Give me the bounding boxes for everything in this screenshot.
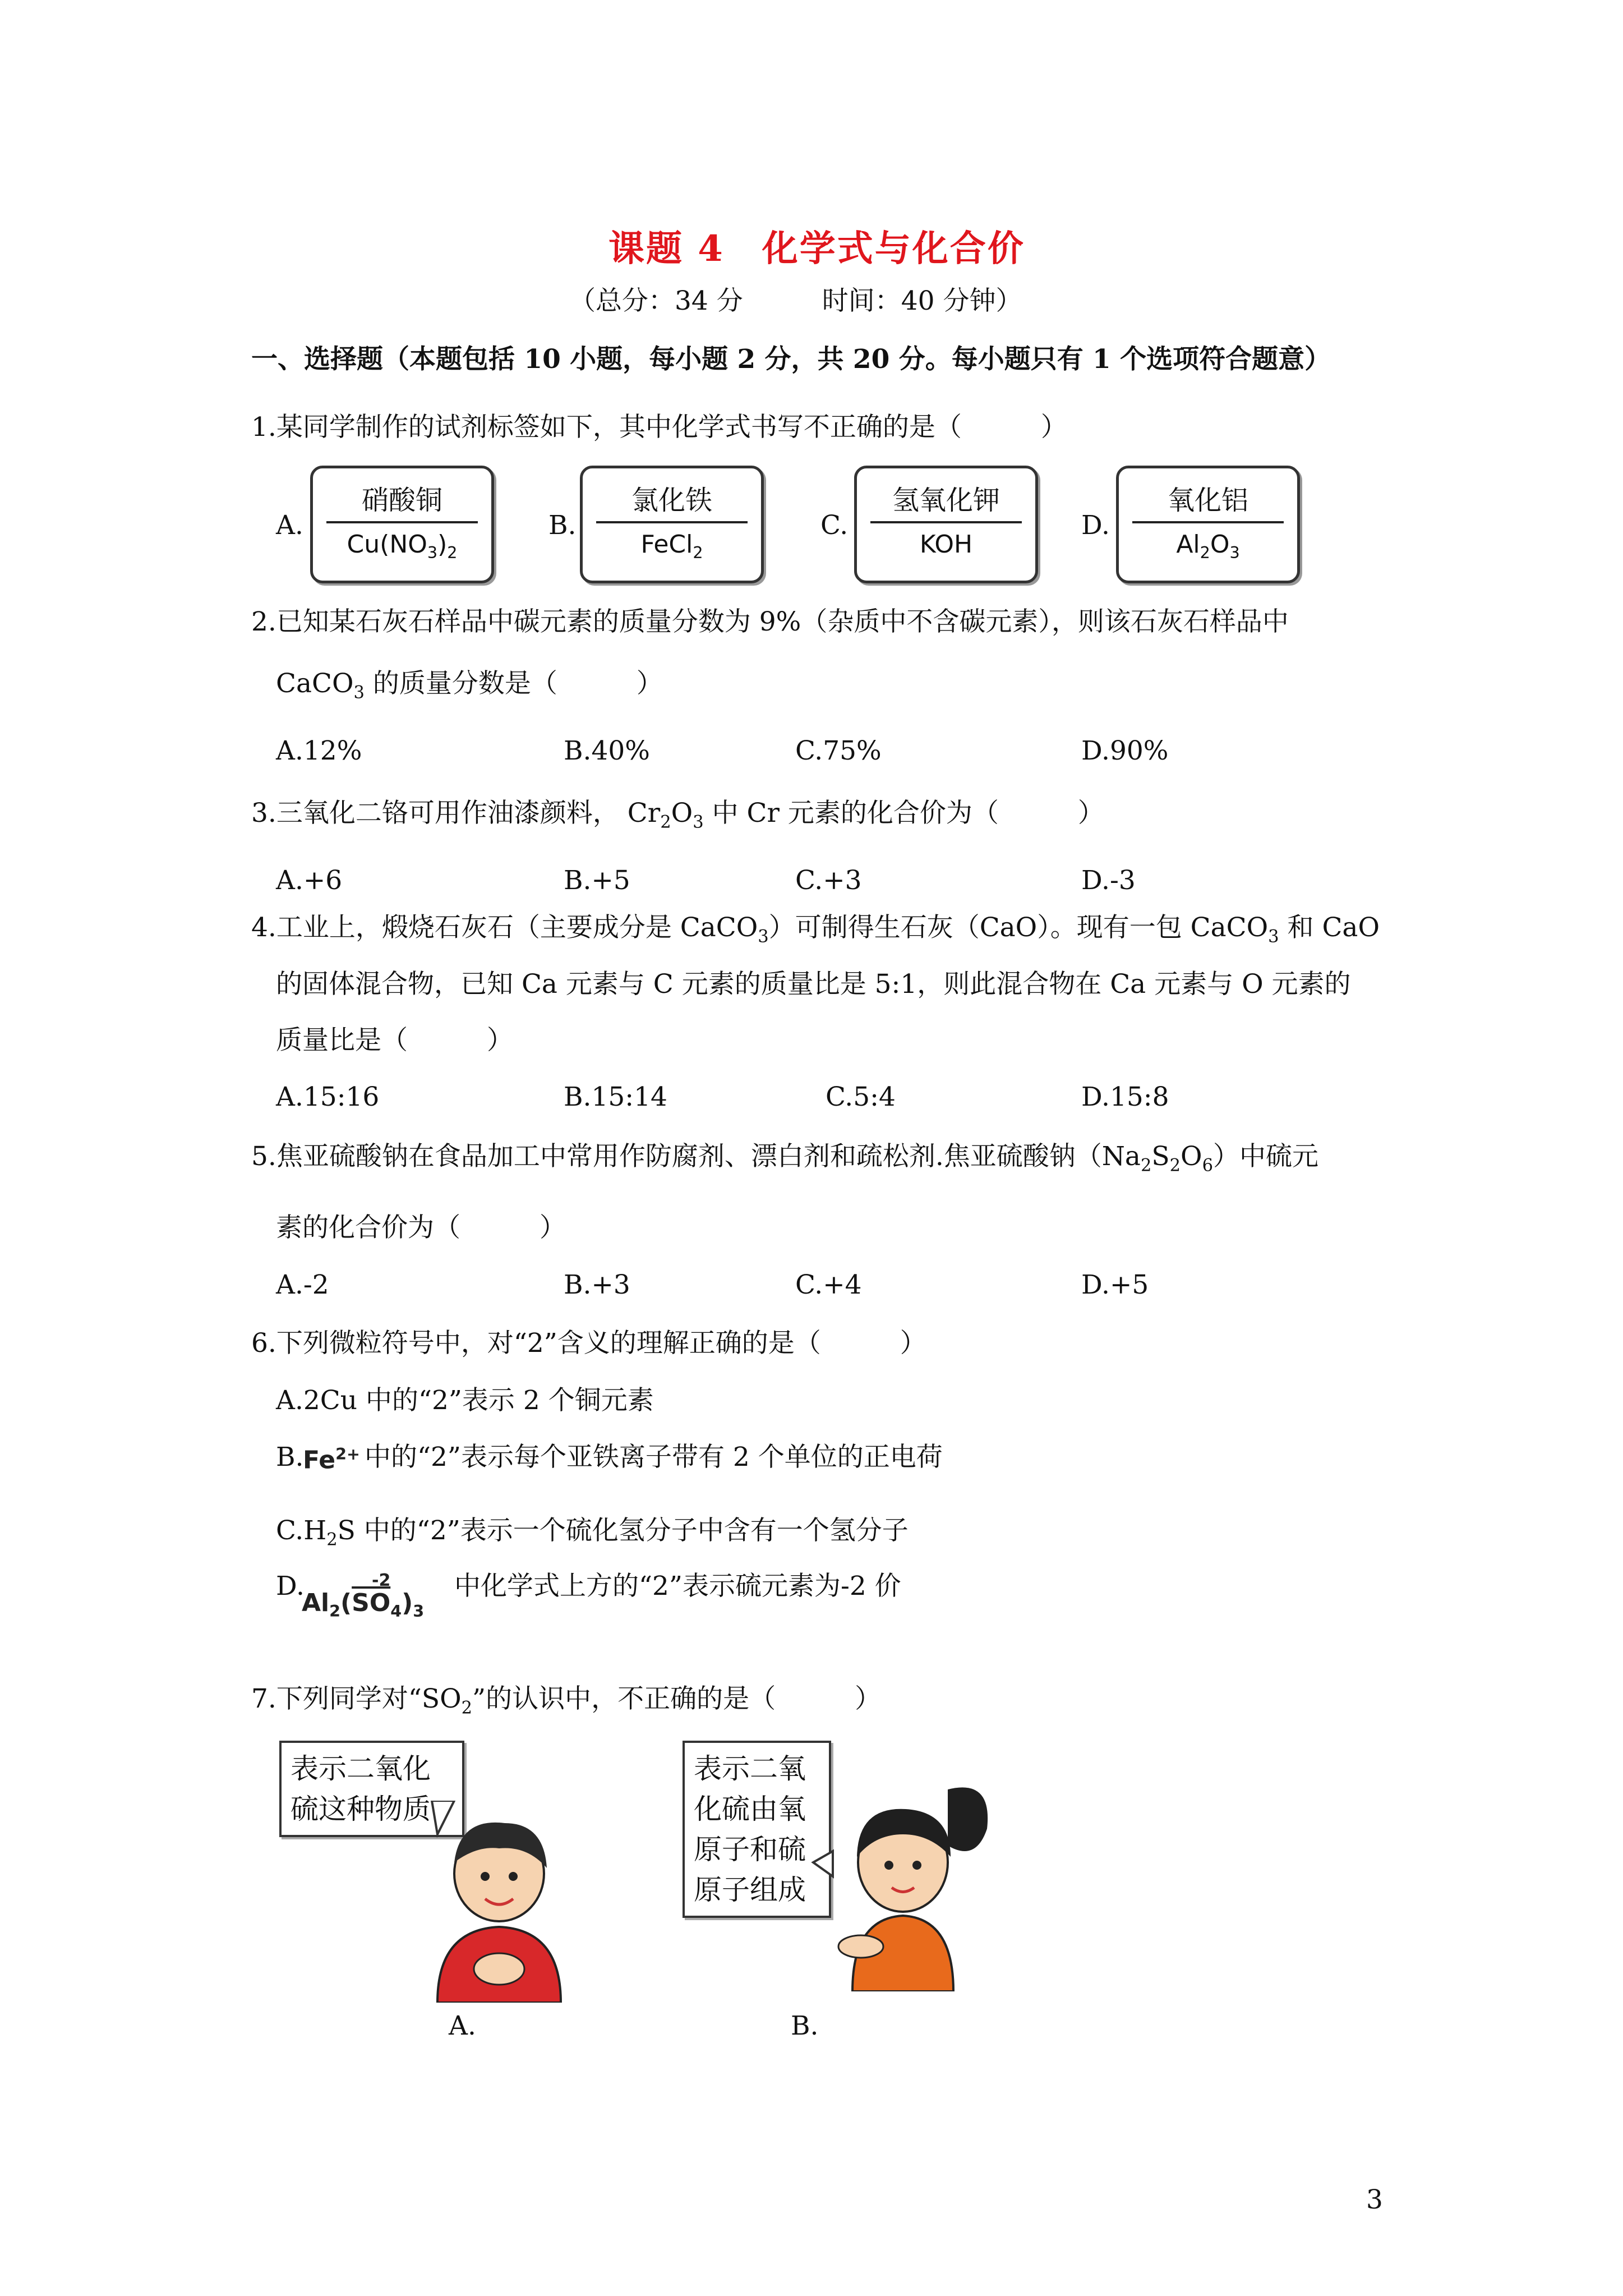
question-1-stem: 1.某同学制作的试剂标签如下，其中化学式书写不正确的是（ ） — [251, 412, 1067, 443]
speech-bubble-a: 表示二氧化硫这种物质 — [279, 1741, 464, 1837]
q2-option-d: D.90% — [1081, 735, 1169, 766]
speech-bubble-b: 表示二氧化硫由氧原子和硫原子组成 — [683, 1741, 831, 1918]
q2-option-a: A.12% — [276, 735, 362, 766]
q4-option-c: C.5:4 — [826, 1082, 896, 1112]
reagent-formula-b: FeCl$_2$ — [640, 530, 703, 562]
reagent-label-c — [854, 466, 1038, 583]
reagent-name-b: 氯化铁 — [631, 485, 712, 516]
boy-cartoon — [415, 1801, 583, 2003]
reagent-formula-c: KOH — [919, 530, 973, 559]
reagent-name-c: 氢氧化钾 — [892, 485, 1000, 516]
q6-option-c: $C.H_2S$ 中的“2”表示一个硫化氢分子中含有一个氢分子 — [276, 1515, 909, 1550]
q6-option-d-text: 中化学式上方的“2”表示硫元素为-2 价 — [454, 1571, 901, 1602]
q3-option-b: B.+5 — [564, 865, 630, 896]
q4-option-b: B.15:14 — [564, 1082, 667, 1112]
reagent-label-b — [580, 466, 764, 583]
question-7-stem: 7.下列同学对“$SO_2$”的认识中，不正确的是（ ） — [251, 1683, 882, 1718]
question-5-line-2: 素的化合价为（ ） — [276, 1212, 566, 1243]
q6-option-d-letter: D. — [276, 1571, 305, 1602]
q6-option-a: A.2Cu 中的“2”表示 2 个铜元素 — [276, 1385, 654, 1416]
q5-option-d: D.+5 — [1081, 1269, 1149, 1300]
q6-option-b-text: 中的“2”表示每个亚铁离子带有 2 个单位的正电荷 — [365, 1442, 943, 1473]
question-2-line-1: 2.已知某石灰石样品中碳元素的质量分数为 9%（杂质中不含碳元素），则该石灰石样品中 — [251, 606, 1289, 637]
q1-option-a-letter: A. — [276, 510, 303, 541]
page-title: 课题 4 化学式与化合价 — [608, 228, 1025, 270]
q4-option-d: D.15:8 — [1081, 1082, 1169, 1112]
q3-option-d: D.-3 — [1081, 865, 1136, 896]
q7-caption-a: A. — [449, 2010, 476, 2041]
exam-meta: （总分：34 分 时间：40 分钟） — [569, 286, 1022, 316]
reagent-formula-a: $Cu(NO_3)_2$ — [347, 530, 458, 562]
page-number: 3 — [1366, 2184, 1383, 2215]
q7-caption-b: B. — [791, 2010, 819, 2041]
q5-option-c: C.+4 — [795, 1269, 862, 1300]
q1-option-b-letter: B. — [548, 510, 577, 541]
question-6-stem: 6.下列微粒符号中，对“2”含义的理解正确的是（ ） — [251, 1328, 926, 1359]
q4-option-a: A.15:16 — [276, 1082, 380, 1112]
q5-option-b: B.+3 — [564, 1269, 630, 1300]
question-3-stem: 3.三氧化二铬可用作油漆颜料， $Cr_2O_3$ 中 Cr 元素的化合价为（ ） — [251, 798, 1104, 832]
label-divider — [1132, 521, 1284, 523]
q1-option-c-letter: C. — [820, 510, 849, 541]
sulfate-charge-label: -2 — [372, 1571, 391, 1590]
label-divider — [870, 521, 1022, 523]
q2-option-b: B.40% — [564, 735, 650, 766]
reagent-name-a: 硝酸铜 — [361, 485, 442, 516]
reagent-name-d: 氧化铝 — [1167, 485, 1248, 516]
section-heading: 一、选择题（本题包括 10 小题，每小题 2 分，共 20 分。每小题只有 1 个选项符合题意） — [251, 344, 1331, 375]
reagent-label-a — [310, 466, 494, 583]
reagent-formula-d: $Al_2O_3$ — [1176, 530, 1240, 562]
q3-option-c: C.+3 — [795, 865, 862, 896]
question-5-line-1: 5.焦亚硫酸钠在食品加工中常用作防腐剂、漂白剂和疏松剂.焦亚硫酸钠$(Na_2S_2O_6)$中硫元 — [251, 1141, 1318, 1176]
q5-option-a: A.-2 — [276, 1269, 329, 1300]
label-divider — [326, 521, 478, 523]
question-2-line-2: CaCO$_3$ 的质量分数是（ ） — [276, 668, 663, 703]
q3-option-a: A.+6 — [276, 865, 343, 896]
q1-option-d-letter: D. — [1081, 510, 1110, 541]
aluminium-sulfate-symbol: $Al_2(\overline{SO}_4)_3$ — [302, 1589, 425, 1621]
ferrous-ion-symbol: $Fe^{2+}$ — [303, 1444, 360, 1475]
label-divider — [596, 521, 748, 523]
question-4-line-3: 质量比是（ ） — [276, 1025, 513, 1056]
q6-option-b-letter: B. — [276, 1442, 304, 1473]
question-4-line-1: 4.工业上，煅烧石灰石（主要成分是 CaCO$_3$）可制得生石灰（CaO）。现有一包 CaCO$_3$ 和 CaO — [251, 912, 1380, 947]
reagent-label-d — [1116, 466, 1300, 583]
girl-cartoon — [808, 1778, 998, 1991]
question-4-line-2: 的固体混合物，已知 Ca 元素与 C 元素的质量比是 5:1，则此混合物在 Ca 元素与 O 元素的 — [276, 969, 1351, 1000]
q2-option-c: C.75% — [795, 735, 882, 766]
